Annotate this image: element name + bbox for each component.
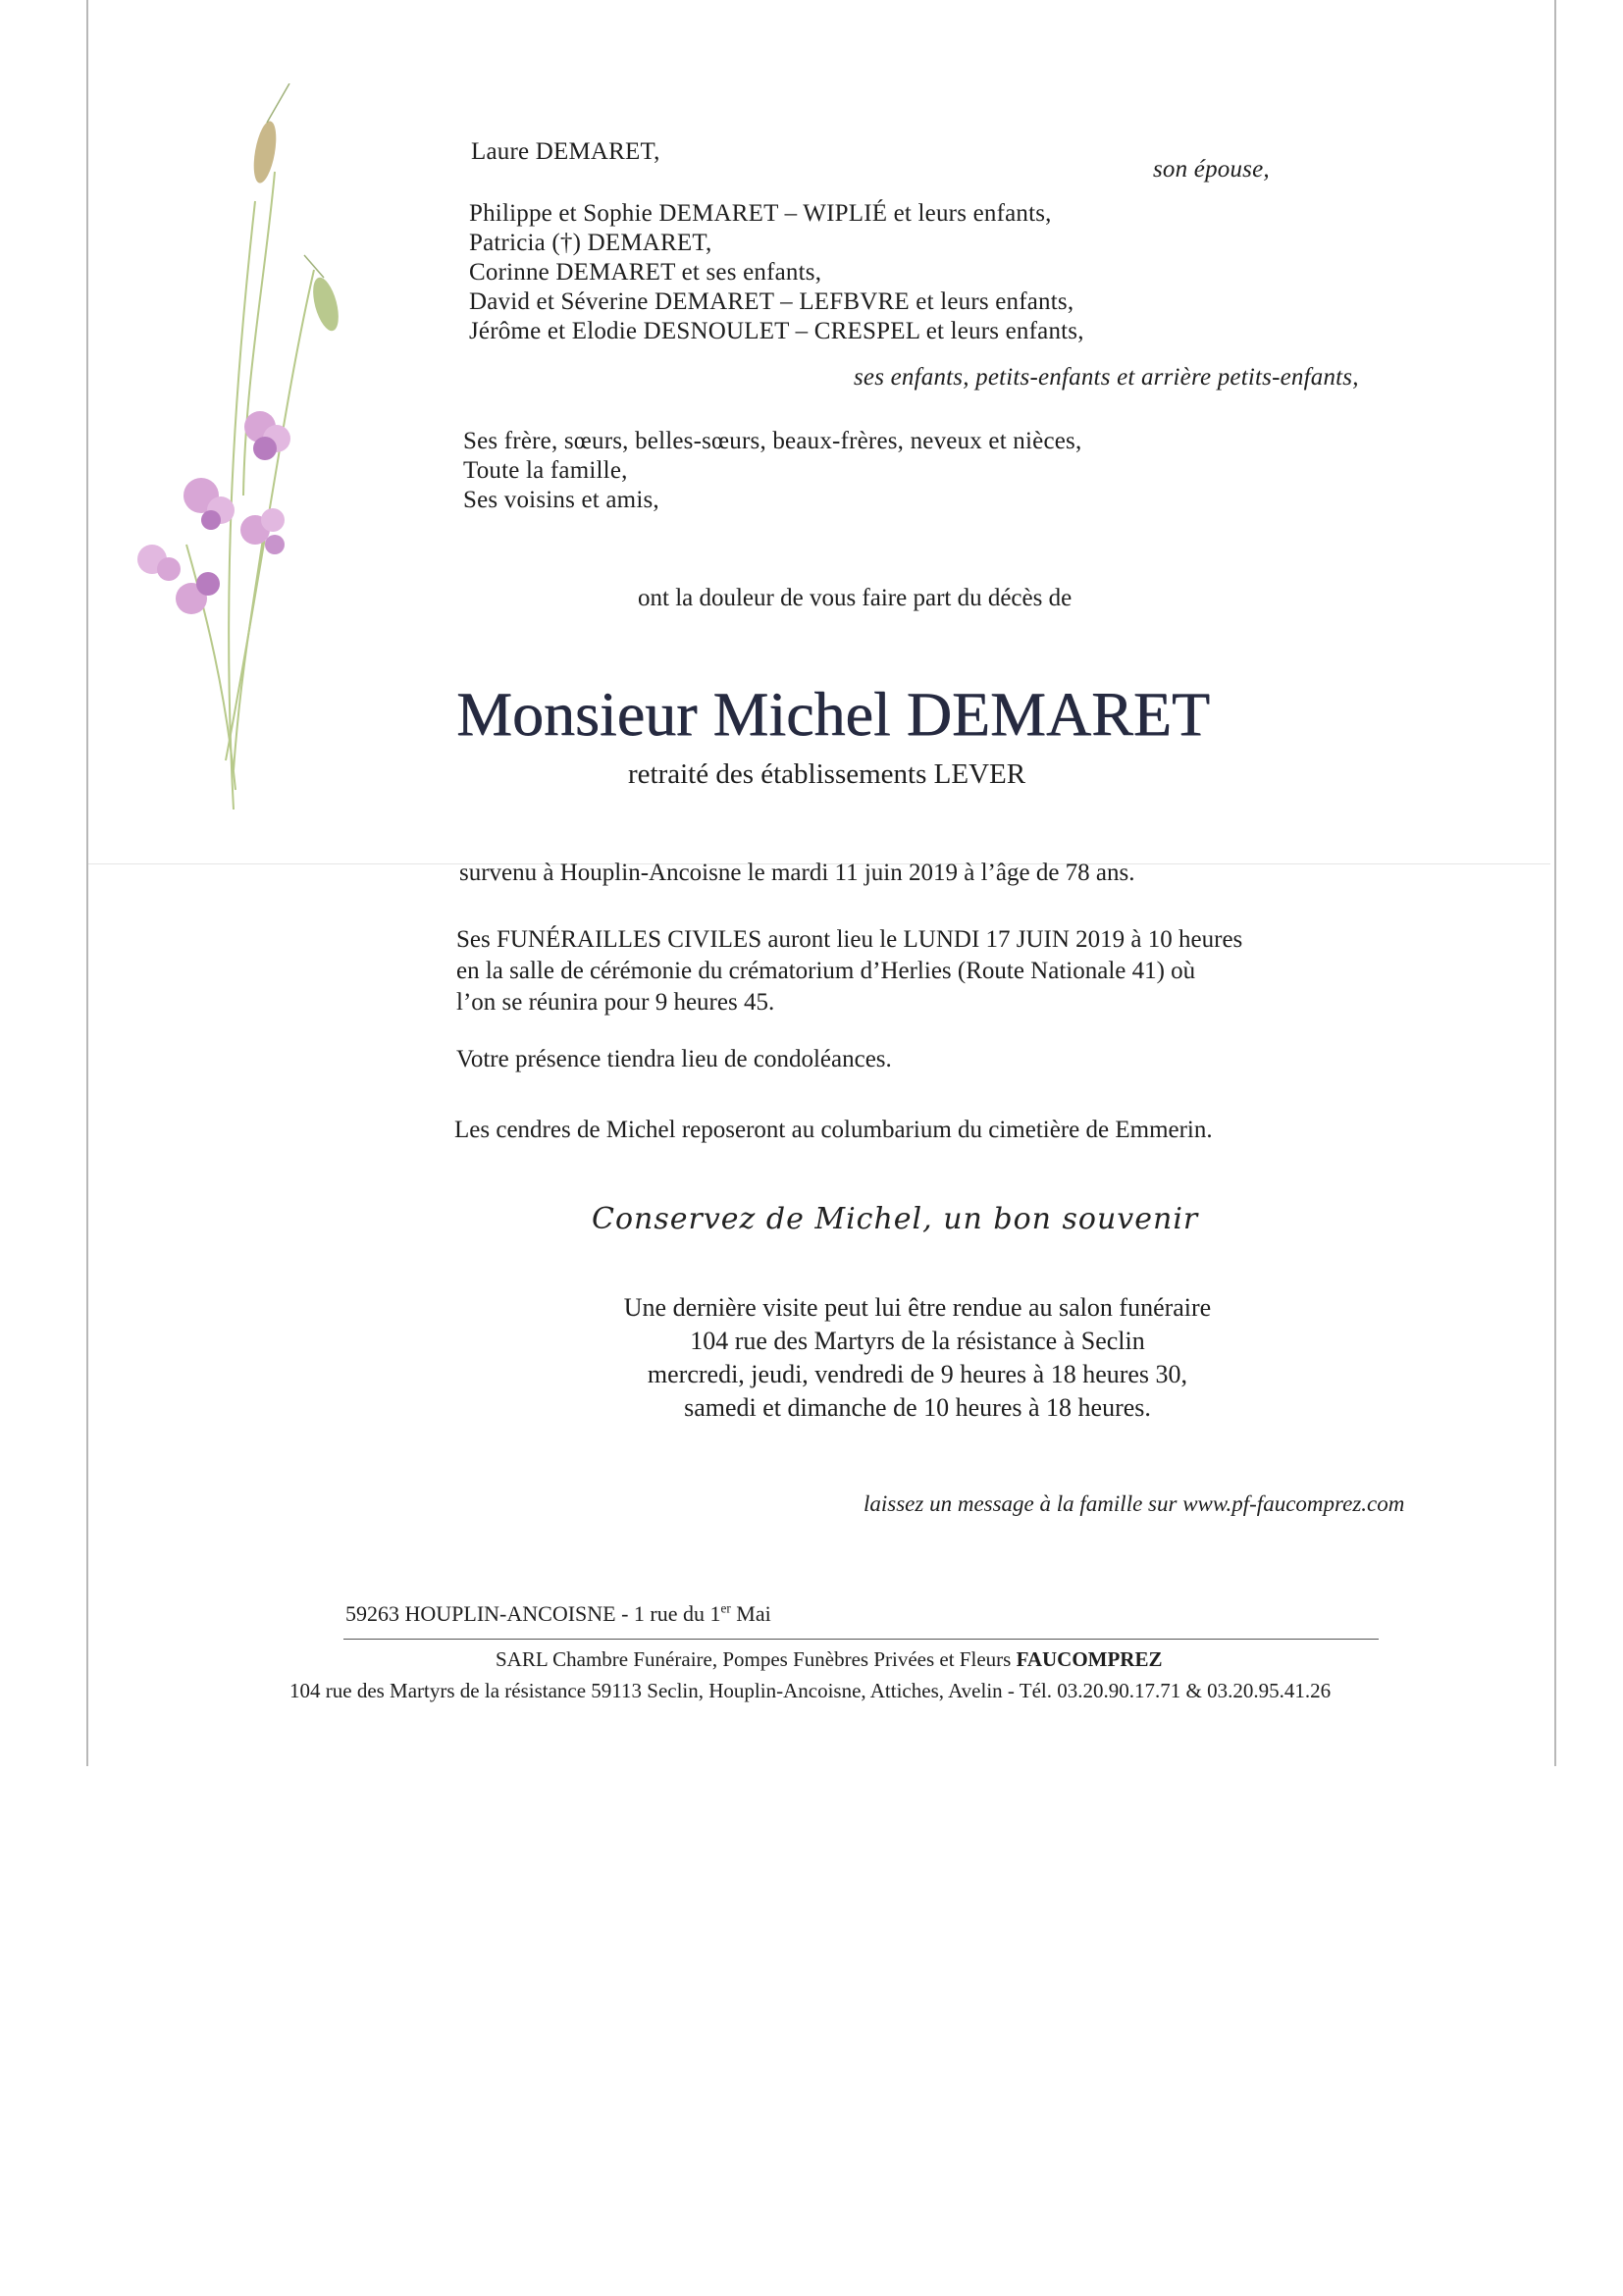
relatives-line: Ses frère, sœurs, belles-sœurs, beaux-frères, neveux et nièces, bbox=[463, 428, 1082, 454]
wife-role: son épouse, bbox=[1153, 156, 1270, 183]
stem-4 bbox=[234, 525, 265, 770]
footer-rule bbox=[343, 1639, 1379, 1640]
children-role: ses enfants, petits-enfants et arrière petits-enfants, bbox=[854, 364, 1359, 391]
visit-line: samedi et dimanche de 10 heures à 18 heures. bbox=[684, 1393, 1151, 1422]
deceased-title: retraité des établissements LEVER bbox=[628, 758, 1026, 790]
ashes-line: Les cendres de Michel reposeront au columbarium du cimetière de Emmerin. bbox=[454, 1117, 1213, 1143]
condolences-line: Votre présence tiendra lieu de condoléances. bbox=[456, 1046, 892, 1072]
visit-line: 104 rue des Martyrs de la résistance à Seclin bbox=[690, 1327, 1145, 1355]
right-page-edge bbox=[1554, 0, 1556, 1766]
wheat-ear-1 bbox=[250, 83, 289, 184]
visit-line: Une dernière visite peut lui être rendue au salon funéraire bbox=[623, 1293, 1212, 1322]
address-suffix: Mai bbox=[730, 1601, 771, 1626]
child-line: David et Séverine DEMARET – LEFBVRE et leurs enfants, bbox=[469, 288, 1074, 315]
company-name: FAUCOMPREZ bbox=[1016, 1647, 1163, 1671]
local-address bbox=[345, 1599, 771, 1629]
deceased-name: Monsieur Michel DEMARET bbox=[456, 679, 1210, 749]
online-message-line: laissez un message à la famille sur www.pf-faucomprez.com bbox=[864, 1491, 1405, 1516]
address-prefix: 59263 HOUPLIN-ANCOISNE - 1 rue du 1 bbox=[345, 1601, 721, 1626]
relatives-line: Toute la famille, bbox=[463, 457, 628, 484]
wife-name: Laure DEMARET, bbox=[471, 138, 660, 165]
left-page-edge bbox=[86, 0, 88, 1766]
floral-illustration bbox=[118, 83, 373, 829]
remembrance-phrase: Conservez de Michel, un bon souvenir bbox=[592, 1202, 1199, 1236]
funeral-line: l’on se réunira pour 9 heures 45. bbox=[456, 989, 775, 1016]
wheat-ear-2 bbox=[304, 255, 343, 334]
visit-line: mercredi, jeudi, vendredi de 9 heures à 18 heures 30, bbox=[647, 1360, 1188, 1388]
violet-flowers bbox=[137, 411, 290, 614]
child-line: Jérôme et Elodie DESNOULET – CRESPEL et leurs enfants, bbox=[469, 318, 1084, 344]
company-line bbox=[496, 1644, 1163, 1674]
relatives-line: Ses voisins et amis, bbox=[463, 487, 659, 513]
company-prefix: SARL Chambre Funéraire, Pompes Funèbres Privées et Fleurs bbox=[496, 1647, 1017, 1671]
funeral-line: en la salle de cérémonie du crématorium d’Herlies (Route Nationale 41) où bbox=[456, 958, 1196, 984]
funeral-line: Ses FUNÉRAILLES CIVILES auront lieu le LUNDI 17 JUIN 2019 à 10 heures bbox=[456, 926, 1243, 953]
death-line: survenu à Houplin-Ancoisne le mardi 11 juin 2019 à l’âge de 78 ans. bbox=[459, 860, 1135, 886]
address-superscript: er bbox=[720, 1600, 731, 1616]
announcement-intro: ont la douleur de vous faire part du décès de bbox=[638, 585, 1073, 611]
child-line: Philippe et Sophie DEMARET – WIPLIÉ et leurs enfants, bbox=[469, 200, 1052, 227]
company-address: 104 rue des Martyrs de la résistance 59113 Seclin, Houplin-Ancoisne, Attiches, Avelin - Tél. 03.20.90.17.71 & 03.20.95.41.26 bbox=[289, 1679, 1332, 1702]
child-line: Corinne DEMARET et ses enfants, bbox=[469, 259, 822, 286]
child-line: Patricia (†) DEMARET, bbox=[469, 230, 712, 256]
